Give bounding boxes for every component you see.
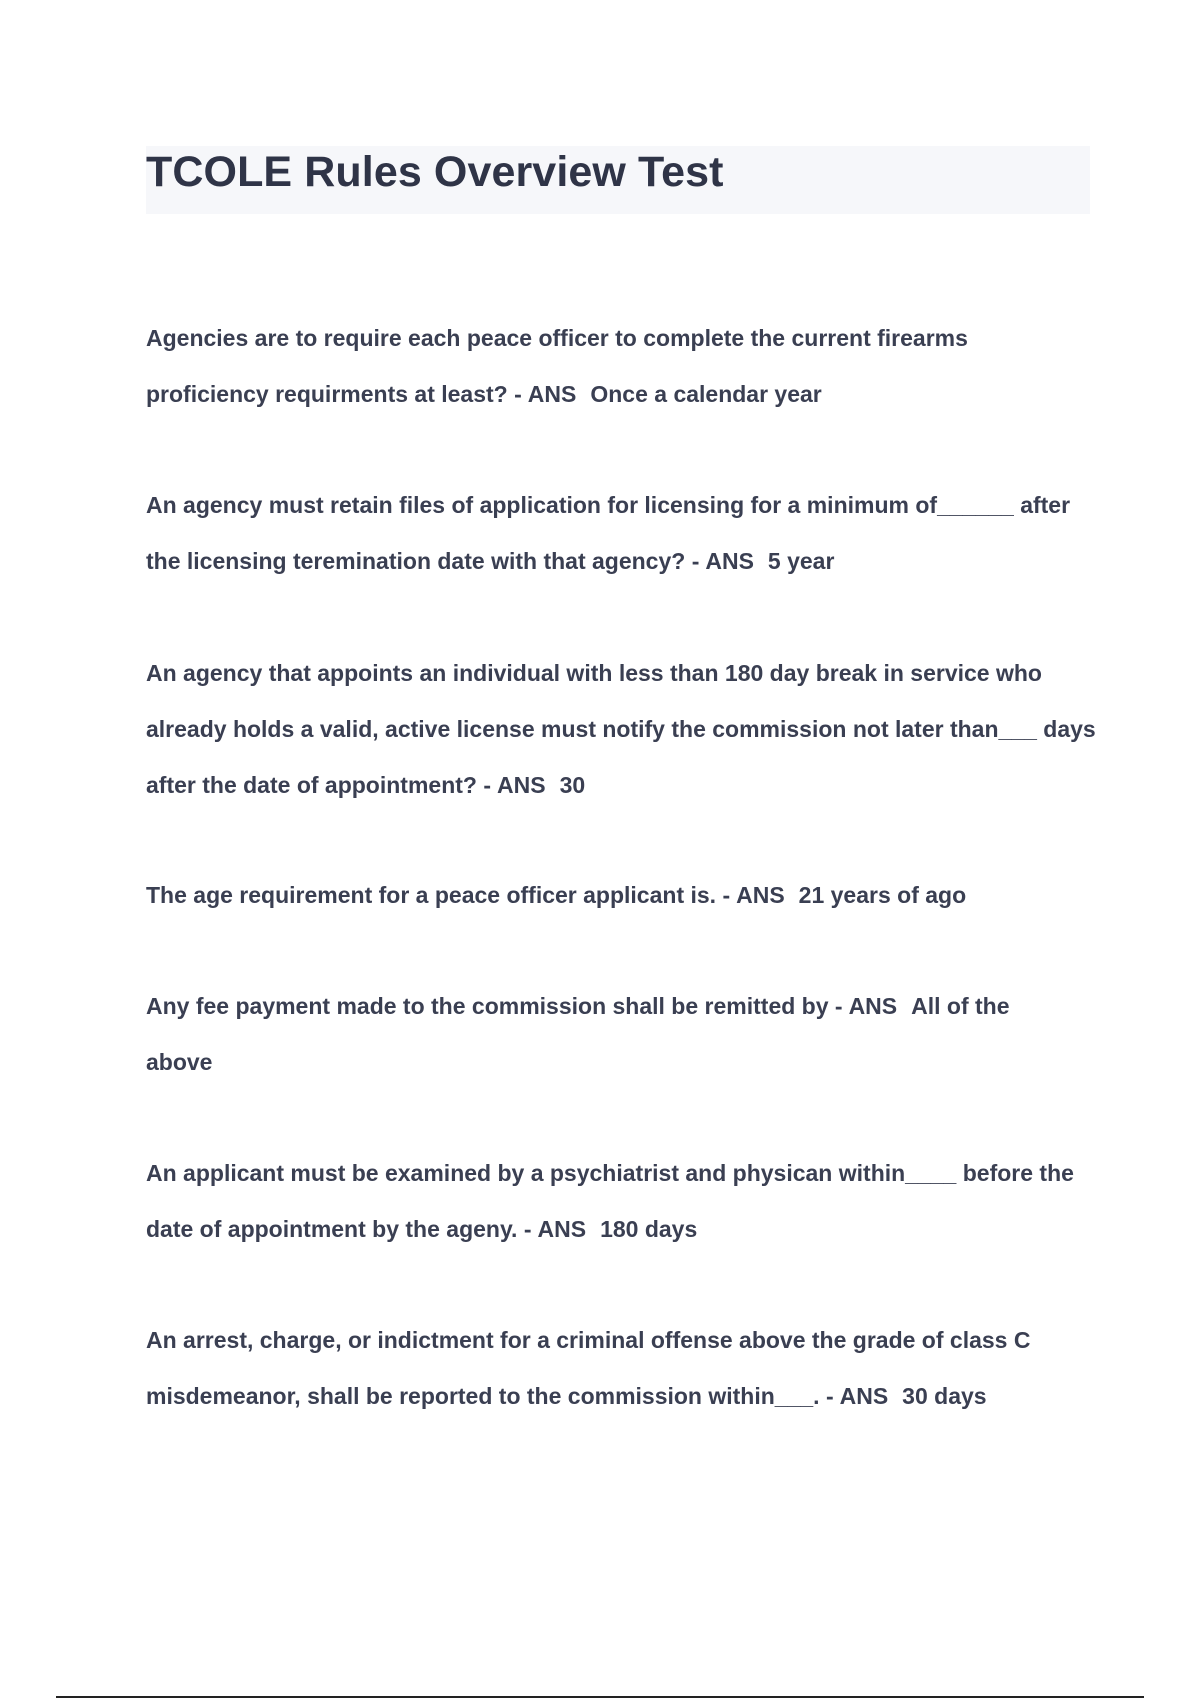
qa-item (146, 645, 1096, 813)
answer-text: All of the above (146, 993, 1010, 1075)
question-text: The age requirement for a peace officer applicant is. - (146, 882, 731, 908)
qa-item (146, 867, 1096, 923)
ans-label: ANS (736, 882, 785, 908)
answer-text: 21 years of ago (798, 882, 967, 908)
ans-label: ANS (537, 1216, 587, 1242)
qa-item (146, 477, 1076, 589)
qa-item (146, 1145, 1096, 1257)
ans-label: ANS (705, 548, 754, 574)
answer-text: 30 (559, 772, 586, 798)
qa-item (146, 978, 1076, 1090)
ans-label: ANS (527, 381, 577, 407)
qa-item (146, 1312, 1096, 1424)
qa-item (146, 310, 1046, 422)
ans-label: ANS (848, 993, 898, 1019)
question-text: Agencies are to require each peace officer to complete the current firearms proficiency requirments at least? - (146, 325, 968, 407)
question-text: An agency must retain files of application for licensing for a minimum of______ after the licensing teremination date with that agency? - (146, 492, 1071, 574)
ans-label: ANS (839, 1383, 889, 1409)
question-text: An agency that appoints an individual with less than 180 day break in service who already holds a valid, active license must notify the commission not later than___ days after the date of appointment? - (146, 660, 1096, 798)
answer-text: 180 days (600, 1216, 698, 1242)
page-title: TCOLE Rules Overview Test (146, 148, 724, 196)
answer-text: 5 year (767, 548, 835, 574)
answer-text: Once a calendar year (590, 381, 822, 407)
question-text: An arrest, charge, or indictment for a criminal offense above the grade of class C misdemeanor, shall be reported to the commission within___. - (146, 1327, 1031, 1409)
question-text: Any fee payment made to the commission shall be remitted by - (146, 993, 843, 1019)
answer-text: 30 days (902, 1383, 987, 1409)
ans-label: ANS (497, 772, 546, 798)
question-text: An applicant must be examined by a psychiatrist and physican within____ before the date of appointment by the ageny. - (146, 1160, 1074, 1242)
footer-divider (56, 1696, 1144, 1698)
